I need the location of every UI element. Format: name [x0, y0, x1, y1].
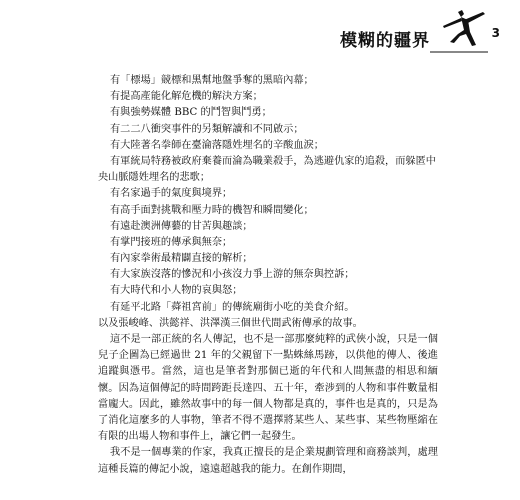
running-header-title: 模糊的疆界: [340, 31, 430, 51]
list-item: 有大時代和小人物的哀與怒；: [110, 285, 243, 297]
page-number: 3: [491, 26, 500, 40]
body-text: [98, 73, 438, 478]
body-paragraph: 這不是一部正統的名人傳記，也不是一部那麼純粹的武俠小說，只是一個兒子企圖為已經過世 21 年的父親留下一點蛛絲馬跡，以供他的傳人、後進追蹤與憑弔。當然，這也是筆者對那個已逝的年代和人間無盡的相思和緬懷。因為這個傳記的時間跨距長達四、五十年，牽涉到的人物和事件數量相當龐大。因此，雖然故事中的每一個人物都是真的，事件也是真的，只是為了消化這麼多的人事物，筆者不得不選擇將某些人、某些事、某些物壓縮在有限的出場人物和事件上，讓它們一起發生。: [98, 334, 438, 443]
list-item: 有與強勢媒體 BBC 的鬥智與鬥勇；: [110, 107, 272, 119]
list-item: 有延平北路「蕣祖宮前」的傳統廟街小吃的美食介紹。: [110, 301, 355, 313]
list-item: 有「標場」競標和黑幫地盤爭奪的黑暗內幕；: [110, 75, 314, 86]
list-item: 有高手面對挑戰和壓力時的機智和瞬間變化；: [110, 204, 314, 216]
list-item: 有大陸著名拳師在臺淪落隱姓埋名的辛酸血淚；: [110, 139, 324, 151]
list-item: 有大家族沒落的慘況和小孩沒力爭上游的無奈與控訴；: [110, 269, 355, 281]
list-item: 有內家拳術最精闢直接的解析；: [110, 253, 253, 265]
martial-artist-silhouette-icon: [428, 8, 490, 54]
list-item: 有掌門接班的傳承與無奈；: [110, 236, 233, 248]
list-item: 有二二八衝突事件的另類解讀和不同啟示；: [110, 123, 304, 135]
list-item: 有軍統局特務被政府棄養而淪為職業殺手，為逃避仇家的追殺，而躲匿中央山脈隱姓埋名的悲歌；: [98, 155, 436, 184]
list-item: 有遠赴澳洲傳藝的甘苦與趣談；: [110, 220, 253, 232]
body-paragraph: 我不是一個專業的作家，我真正擅長的是企業規劃管理和商務談判，處理這種長篇的傳記小說，遠遠超越我的能力。在創作期間，: [98, 447, 438, 475]
list-item: 有名家過手的氣度與境界；: [110, 188, 233, 200]
summary-line: 以及張峻峰、洪懿祥、洪澤漢三個世代間武術傳承的故事。: [98, 317, 363, 329]
list-item: 有提高產能化解危機的解決方案；: [110, 91, 263, 103]
running-header: [297, 8, 502, 54]
